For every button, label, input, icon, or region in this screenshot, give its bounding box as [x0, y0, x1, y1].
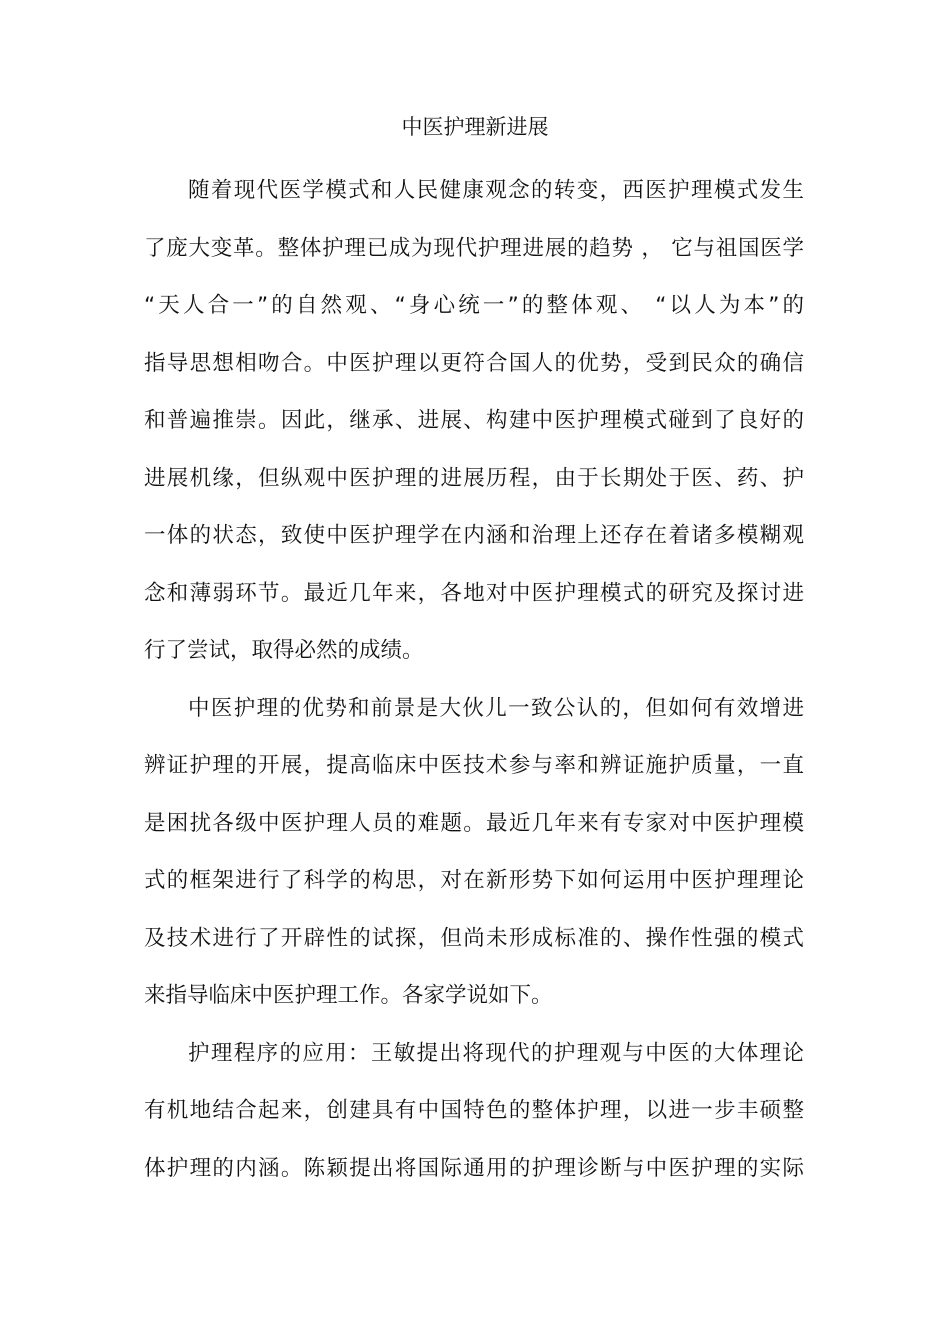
paragraph-1-line-2: 了庞大变革。整体护理已成为现代护理进展的趋势 ， 它与祖国医学 — [144, 235, 804, 261]
paragraph-2-line-1: 中医护理的优势和前景是大伙儿一致公认的，但如何有效增进 — [188, 695, 804, 721]
paragraph-1-line-7: 一体的状态，致使中医护理学在内涵和治理上还存在着诸多模糊观 — [144, 523, 804, 548]
paragraph-1-line-5: 和普遍推崇。因此，继承、进展、构建中医护理模式碰到了良好的 — [144, 408, 804, 433]
paragraph-2-line-3: 是困扰各级中医护理人员的难题。最近几年来有专家对中医护理模 — [144, 810, 804, 836]
paragraph-1-line-1: 随着现代医学模式和人民健康观念的转变，西医护理模式发生 — [188, 178, 804, 203]
paragraph-2-line-5: 及技术进行了开辟性的试探，但尚未形成标准的、操作性强的模式 — [144, 925, 804, 951]
paragraph-2-line-4: 式的框架进行了科学的构思，对在新形势下如何运用中医护理理论 — [144, 868, 804, 893]
paragraph-3-line-2: 有机地结合起来，创建具有中国特色的整体护理，以进一步丰硕整 — [144, 1098, 804, 1123]
paragraph-1-line-8: 念和薄弱环节。最近几年来，各地对中医护理模式的研究及探讨进 — [144, 580, 804, 606]
paragraph-1-line-3: “天人合一”的自然观、“身心统一”的整体观、 “以人为本”的 — [144, 293, 804, 318]
paragraph-2-line-2: 辨证护理的开展，提高临床中医技术参与率和辨证施护质量，一直 — [144, 753, 804, 778]
paragraph-2-line-6: 来指导临床中医护理工作。各家学说如下。 — [144, 983, 553, 1008]
document-title: 中医护理新进展 — [401, 115, 549, 139]
paragraph-3-line-1: 护理程序的应用：王敏提出将现代的护理观与中医的大体理论 — [188, 1040, 804, 1066]
paragraph-1-line-9: 行了尝试，取得必然的成绩。 — [144, 638, 424, 663]
document-body — [144, 162, 804, 1197]
paragraph-1-line-6: 进展机缘，但纵观中医护理的进展历程，由于长期处于医、药、护 — [144, 465, 804, 491]
paragraph-1-line-4: 指导思想相吻合。中医护理以更符合国人的优势，受到民众的确信 — [144, 350, 804, 376]
paragraph-3-line-3: 体护理的内涵。陈颖提出将国际通用的护理诊断与中医护理的实际 — [144, 1155, 804, 1181]
